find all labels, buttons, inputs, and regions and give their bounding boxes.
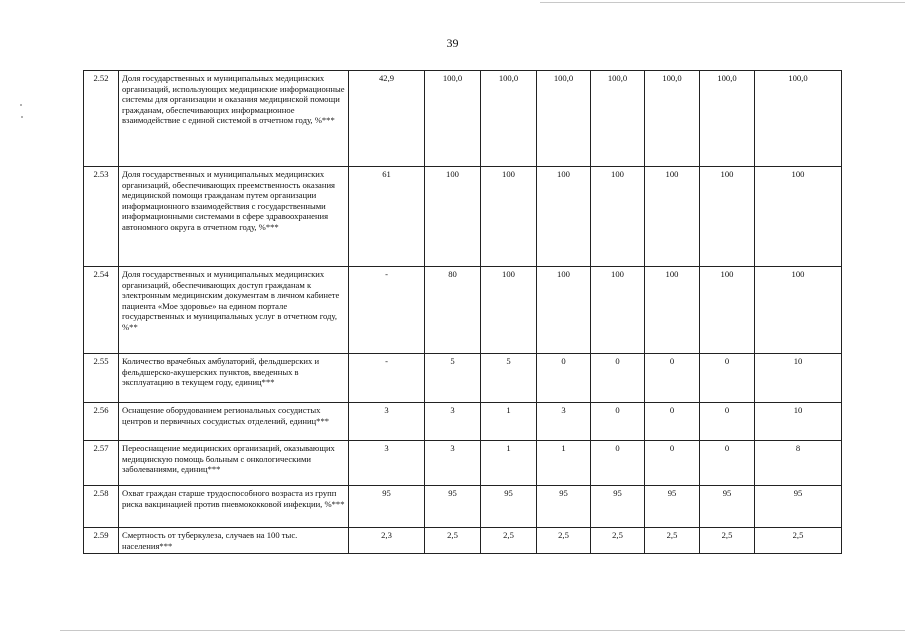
- value-cell: 1: [481, 403, 537, 441]
- row-number: 2.56: [84, 403, 119, 441]
- value-cell: 0: [700, 441, 755, 486]
- row-description: Количество врачебных амбулаторий, фельдшерских и фельдшерско-акушерских пунктов, введенных в эксплуатацию в текущем году, единиц***: [119, 354, 349, 403]
- value-cell: 2,5: [645, 528, 700, 554]
- value-cell: 10: [755, 354, 842, 403]
- table-row: [84, 354, 842, 403]
- indicators-table-body: [84, 71, 842, 554]
- value-cell: 1: [481, 441, 537, 486]
- value-cell: 100: [591, 267, 645, 354]
- value-cell: 100: [645, 267, 700, 354]
- value-cell: 80: [425, 267, 481, 354]
- value-cell: 3: [425, 403, 481, 441]
- value-cell: -: [349, 354, 425, 403]
- value-cell: 2,5: [481, 528, 537, 554]
- value-cell: 2,5: [700, 528, 755, 554]
- value-cell: 5: [425, 354, 481, 403]
- row-description: Доля государственных и муниципальных медицинских организаций, обеспечивающих преемственность оказания медицинской помощи гражданам путем организации информационного взаимодействия с государственными информационными системами в сфере здравоохранения автономного округа в отчетном году, %***: [119, 167, 349, 267]
- value-cell: 100: [537, 267, 591, 354]
- scan-edge-top: [540, 2, 905, 3]
- value-cell: 100,0: [425, 71, 481, 167]
- value-cell: 2,5: [425, 528, 481, 554]
- value-cell: 100: [755, 267, 842, 354]
- value-cell: 0: [700, 403, 755, 441]
- value-cell: 2,5: [537, 528, 591, 554]
- value-cell: 3: [349, 403, 425, 441]
- value-cell: 2,5: [591, 528, 645, 554]
- row-number: 2.55: [84, 354, 119, 403]
- table-row: [84, 441, 842, 486]
- value-cell: 5: [481, 354, 537, 403]
- table-row: [84, 71, 842, 167]
- value-cell: 100,0: [591, 71, 645, 167]
- value-cell: 0: [700, 354, 755, 403]
- value-cell: 42,9: [349, 71, 425, 167]
- value-cell: 95: [537, 486, 591, 528]
- value-cell: 100,0: [537, 71, 591, 167]
- value-cell: 0: [537, 354, 591, 403]
- value-cell: 0: [591, 403, 645, 441]
- value-cell: 95: [645, 486, 700, 528]
- scan-speck: [21, 116, 23, 118]
- value-cell: 100,0: [700, 71, 755, 167]
- value-cell: 100: [425, 167, 481, 267]
- value-cell: 0: [591, 354, 645, 403]
- value-cell: 100: [591, 167, 645, 267]
- value-cell: 95: [755, 486, 842, 528]
- value-cell: 95: [481, 486, 537, 528]
- value-cell: 0: [591, 441, 645, 486]
- row-number: 2.52: [84, 71, 119, 167]
- value-cell: 95: [425, 486, 481, 528]
- value-cell: 1: [537, 441, 591, 486]
- value-cell: 10: [755, 403, 842, 441]
- value-cell: 100,0: [645, 71, 700, 167]
- table-row: [84, 486, 842, 528]
- page-number: 39: [446, 36, 459, 50]
- value-cell: 100: [700, 167, 755, 267]
- table-row: [84, 528, 842, 554]
- value-cell: 100: [481, 267, 537, 354]
- value-cell: 2,5: [755, 528, 842, 554]
- value-cell: 100: [700, 267, 755, 354]
- row-number: 2.54: [84, 267, 119, 354]
- value-cell: 61: [349, 167, 425, 267]
- table-row: [84, 403, 842, 441]
- row-number: 2.53: [84, 167, 119, 267]
- row-description: Доля государственных и муниципальных медицинских организаций, использующих медицинские информационные системы для организации и оказания медицинской помощи гражданам, обеспечивающих информационное взаимодействие с единой системой в отчетном году, %***: [119, 71, 349, 167]
- scan-edge-bottom: [60, 630, 905, 631]
- row-description: Доля государственных и муниципальных медицинских организаций, обеспечивающих доступ гражданам к электронным медицинским документам в личном кабинете пациента «Мое здоровье» на едином портале государственных и муниципальных услуг в отчетном году, %**: [119, 267, 349, 354]
- table-row: [84, 267, 842, 354]
- value-cell: -: [349, 267, 425, 354]
- value-cell: 100: [537, 167, 591, 267]
- value-cell: 0: [645, 354, 700, 403]
- value-cell: 100: [645, 167, 700, 267]
- row-number: 2.57: [84, 441, 119, 486]
- row-number: 2.59: [84, 528, 119, 554]
- value-cell: 3: [537, 403, 591, 441]
- row-description: Оснащение оборудованием региональных сосудистых центров и первичных сосудистых отделений, единиц***: [119, 403, 349, 441]
- value-cell: 3: [349, 441, 425, 486]
- value-cell: 0: [645, 403, 700, 441]
- value-cell: 95: [349, 486, 425, 528]
- table-row: [84, 167, 842, 267]
- value-cell: 100,0: [481, 71, 537, 167]
- scan-speck: [20, 104, 22, 106]
- value-cell: 95: [591, 486, 645, 528]
- value-cell: 100: [481, 167, 537, 267]
- row-description: Охват граждан старше трудоспособного возраста из групп риска вакцинацией против пневмококковой инфекции, %***: [119, 486, 349, 528]
- row-number: 2.58: [84, 486, 119, 528]
- value-cell: 100,0: [755, 71, 842, 167]
- value-cell: 0: [645, 441, 700, 486]
- value-cell: 8: [755, 441, 842, 486]
- value-cell: 95: [700, 486, 755, 528]
- value-cell: 2,3: [349, 528, 425, 554]
- value-cell: 100: [755, 167, 842, 267]
- row-description: Смертность от туберкулеза, случаев на 100 тыс. населения***: [119, 528, 349, 554]
- row-description: Переоснащение медицинских организаций, оказывающих медицинскую помощь больным с онкологическими заболеваниями, единиц***: [119, 441, 349, 486]
- indicators-table: [83, 70, 842, 554]
- value-cell: 3: [425, 441, 481, 486]
